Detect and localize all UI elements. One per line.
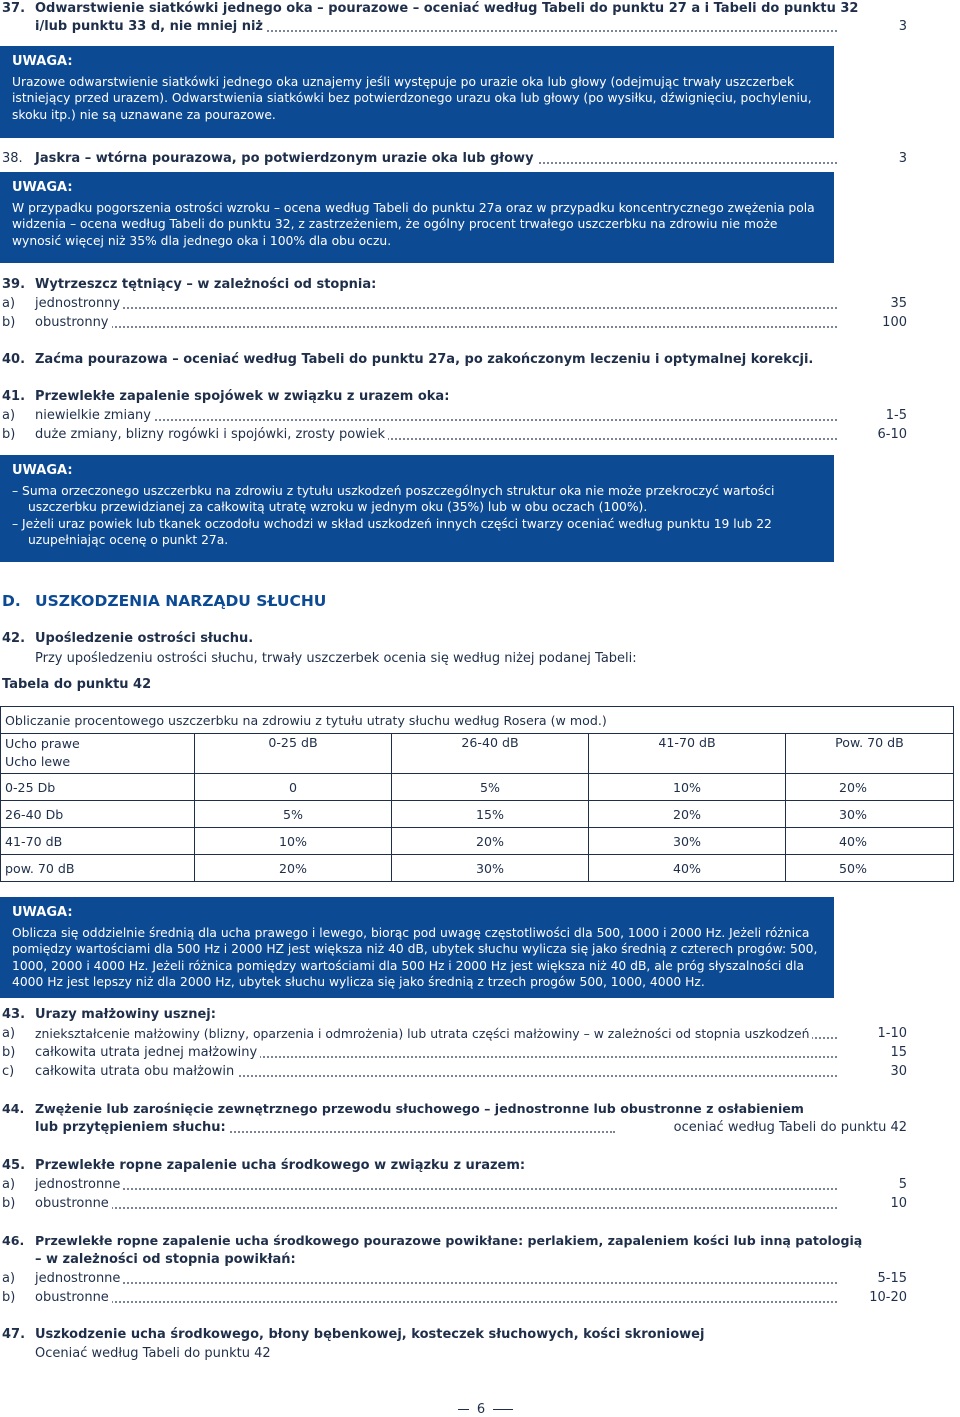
list-item <box>2 314 907 332</box>
dot-leader <box>35 326 837 328</box>
table-column-header: 0-25 dB <box>195 734 392 774</box>
item-text: jednostronny <box>35 295 123 313</box>
table-column-header: 26-40 dB <box>392 734 589 774</box>
item-value: 35 <box>890 296 907 311</box>
item-44-line2: lub przytępieniem słuchu: <box>35 1119 229 1137</box>
item-37-line2: i/lub punktu 33 d, nie mniej niż <box>35 18 266 36</box>
item-39-heading: Wytrzeszcz tętniący – w zależności od stopnia: <box>35 277 377 292</box>
table-cell: 50% <box>786 855 954 882</box>
table-row <box>1 828 954 855</box>
item-47-title <box>2 1326 704 1344</box>
table-cell: 40% <box>589 855 786 882</box>
item-number: 41. <box>2 389 26 404</box>
table-cell: 5% <box>195 801 392 828</box>
item-44-line1: Zwężenie lub zarośnięcie zewnętrznego przewodu słuchowego – jednostronne lub obustronne z osłabieniem <box>35 1101 804 1116</box>
table-cell: 30% <box>786 801 954 828</box>
item-number: 40. <box>2 352 26 367</box>
item-letter: a) <box>2 1270 18 1288</box>
item-38-title: Jaskra – wtórna pourazowa, po potwierdzonym urazie oka lub głowy <box>35 150 537 168</box>
item-39-title <box>2 276 376 294</box>
item-number: 47. <box>2 1327 26 1342</box>
table-cell: 40% <box>786 828 954 855</box>
item-number: 45. <box>2 1158 26 1173</box>
table-label: Tabela do punktu 42 <box>2 677 152 692</box>
item-letter: b) <box>2 426 18 444</box>
item-41-title <box>2 388 449 406</box>
table-cell: 30% <box>589 828 786 855</box>
item-45-heading: Przewlekłe ropne zapalenie ucha środkowego w związku z urazem: <box>35 1158 526 1173</box>
list-item <box>2 407 907 425</box>
dot-leader <box>35 1207 837 1209</box>
table-cell: 20% <box>589 801 786 828</box>
note-bullet: – Suma orzeczonego uszczerbku na zdrowiu z tytułu uszkodzeń poszczególnych struktur oka nie może przekroczyć wartości uszczerbku przewidzianej za całkowitą utratę wzroku w jednym oku (35%) lub w obu oczach (100%). <box>12 483 775 514</box>
item-value: 5-15 <box>877 1271 907 1286</box>
item-47-heading: Uszkodzenie ucha środkowego, błony bębenkowej, kosteczek słuchowych, kości skroniowej <box>35 1327 705 1342</box>
item-value: 100 <box>882 315 907 330</box>
item-text: całkowita utrata jednej małżowiny <box>35 1044 260 1062</box>
note-heading: UWAGA: <box>12 54 73 69</box>
list-item <box>2 1044 907 1062</box>
item-letter: a) <box>2 1176 18 1194</box>
note-box-4 <box>0 897 834 998</box>
item-38-value: 3 <box>898 151 907 166</box>
section-title: USZKODZENIA NARZĄDU SŁUCHU <box>35 592 327 610</box>
row-label: 26-40 Db <box>1 801 195 828</box>
item-41-heading: Przewlekłe zapalenie spojówek w związku z urazem oka: <box>35 389 450 404</box>
note-text: Oblicza się oddzielnie średnią dla ucha prawego i lewego, biorąc pod uwagę częstotliwości dla 500, 1000 i 2000 Hz. Jeżeli różnica pomiędzy wartościami dla 500 Hz i 2000 HZ jest większa niż 40 dB, ubytek słuchu wylicza się jako średnią z czterech progów: 500, 1000, 2000 i 4000 Hz. Jeżeli różnica pomiędzy wartościami dla 500 Hz i 2000 Hz jest większa niż 40 dB, ale próg słyszalności dla 4000 Hz jest lepszy niż dla 2000 Hz, ubytek słuchu wylicza się jako średnią z trzech progów 500, 1000, 4000 Hz. <box>12 925 818 989</box>
item-letter: b) <box>2 1195 18 1213</box>
item-text: zniekształcenie małżowiny (blizny, oparzenia i odmrożenia) lub utrata części małżowiny – w zależności od stopnia uszkodzeń <box>35 1025 812 1043</box>
item-42-heading: Upośledzenie ostrości słuchu. <box>35 631 254 646</box>
hearing-loss-table <box>0 706 954 882</box>
list-item <box>2 1289 907 1307</box>
table-row <box>1 801 954 828</box>
item-44-value: oceniać według Tabeli do punktu 42 <box>673 1120 907 1135</box>
item-letter: b) <box>2 1289 18 1307</box>
header-right-ear: Ucho prawe <box>5 736 80 751</box>
item-number: 37. <box>2 1 26 16</box>
item-letter: c) <box>2 1063 17 1081</box>
item-value: 10-20 <box>869 1290 907 1305</box>
header-left-ear: Ucho lewe <box>5 754 71 769</box>
section-letter: D. <box>2 592 21 610</box>
note-box-3 <box>0 455 834 562</box>
item-value: 1-5 <box>885 408 907 423</box>
table-cell: 15% <box>392 801 589 828</box>
table-cell: 5% <box>392 774 589 801</box>
page-number: 6 <box>469 1402 493 1417</box>
item-letter: b) <box>2 314 18 332</box>
item-value: 10 <box>890 1196 907 1211</box>
section-heading <box>2 592 326 610</box>
item-number: 44. <box>2 1101 25 1116</box>
footer-rule-right <box>493 1409 513 1410</box>
item-43-title <box>2 1006 216 1024</box>
item-40-heading: Zaćma pourazowa – oceniać według Tabeli do punktu 27a, po zakończonym leczeniu i optymalnej korekcji. <box>35 352 814 367</box>
item-value: 5 <box>898 1177 907 1192</box>
item-44-title <box>2 1100 804 1118</box>
item-value: 6-10 <box>877 427 907 442</box>
table-column-header: Pow. 70 dB <box>786 734 954 774</box>
item-number: 43. <box>2 1007 26 1022</box>
table-cell: 30% <box>392 855 589 882</box>
item-37-line1: Odwarstwienie siatkówki jednego oka – pourazowe – oceniać według Tabeli do punktu 27 a i Tabeli do punktu 32 <box>35 1 859 16</box>
item-number: 39. <box>2 277 26 292</box>
note-box-2 <box>0 172 834 263</box>
dot-leader <box>35 1188 837 1190</box>
list-item <box>2 1176 907 1194</box>
item-letter: a) <box>2 1025 18 1043</box>
item-40-title <box>2 351 813 369</box>
note-bullet: – Jeżeli uraz powiek lub tkanek oczodołu wchodzi w skład uszkodzeń innych części twarzy oceniać według punktu 19 lub 22 uzupełniając ocenę o punkt 27a. <box>12 516 772 547</box>
item-46-line2: – w zależności od stopnia powikłań: <box>35 1252 296 1267</box>
dot-leader <box>35 1301 837 1303</box>
item-38-row <box>2 150 907 168</box>
item-value: 1-10 <box>877 1026 907 1041</box>
item-number: 46. <box>2 1233 25 1248</box>
item-43-heading: Urazy małżowiny usznej: <box>35 1007 216 1022</box>
item-44-value-row <box>2 1119 907 1137</box>
list-item <box>2 1270 907 1288</box>
item-number: 42. <box>2 631 26 646</box>
table-cell: 10% <box>589 774 786 801</box>
item-text: niewielkie zmiany <box>35 407 154 425</box>
list-item <box>2 1063 907 1081</box>
note-heading: UWAGA: <box>12 180 73 195</box>
item-number: 38. <box>2 150 26 168</box>
list-item <box>2 295 907 313</box>
item-46-title <box>2 1232 862 1250</box>
item-text: obustronny <box>35 314 112 332</box>
item-42-title <box>2 630 253 648</box>
item-37-value-row <box>2 18 907 36</box>
item-letter: a) <box>2 407 18 425</box>
item-text: obustronne <box>35 1289 112 1307</box>
table-cell: 0 <box>195 774 392 801</box>
table-cell: 20% <box>195 855 392 882</box>
item-42-subtitle: Przy upośledzeniu ostrości słuchu, trwały uszczerbek ocenia się według niżej podanej Tabeli: <box>35 651 637 666</box>
dot-leader <box>35 1282 837 1284</box>
dot-leader <box>35 419 837 421</box>
item-letter: a) <box>2 295 18 313</box>
table-corner-header <box>1 734 195 774</box>
item-37-title <box>2 0 858 18</box>
table-row <box>1 774 954 801</box>
note-heading: UWAGA: <box>12 905 73 920</box>
row-label: 41-70 dB <box>1 828 195 855</box>
item-45-title <box>2 1157 525 1175</box>
item-text: obustronne <box>35 1195 112 1213</box>
item-text: całkowita utrata obu małżowin <box>35 1063 237 1081</box>
dot-leader <box>35 307 837 309</box>
note-text: Urazowe odwarstwienie siatkówki jednego oka uznajemy jeśli występuje po urazie oka lub głowy (odejmując trwały uszczerbek istniejący przed urazem). Odwarstwienia siatkówki bez potwierdzonego urazu oka lub głowy (po wysiłku, dźwignięciu, pochyleniu, skoku itp.) nie są uznawane za pourazowe. <box>12 74 812 122</box>
item-37-value: 3 <box>898 19 907 34</box>
list-item <box>2 426 907 444</box>
row-label: pow. 70 dB <box>1 855 195 882</box>
item-letter: b) <box>2 1044 18 1062</box>
list-item <box>2 1195 907 1213</box>
item-value: 15 <box>890 1045 907 1060</box>
list-item <box>2 1025 907 1043</box>
table-cell: 20% <box>786 774 954 801</box>
item-text: duże zmiany, blizny rogówki i spojówki, zrosty powiek <box>35 426 388 444</box>
item-value: 30 <box>890 1064 907 1079</box>
table-caption: Obliczanie procentowego uszczerbku na zdrowiu z tytułu utraty słuchu według Rosera (w mod.) <box>1 707 954 734</box>
table-column-header: 41-70 dB <box>589 734 786 774</box>
note-heading: UWAGA: <box>12 463 73 478</box>
item-47-subtitle: Oceniać według Tabeli do punktu 42 <box>35 1346 271 1361</box>
note-text: W przypadku pogorszenia ostrości wzroku – ocena według Tabeli do punktu 27a oraz w przypadku koncentrycznego zwężenia pola widzenia – ocena według Tabeli do punktu 32, z zastrzeżeniem, że ogólny procent trwałego uszczerbku na zdrowiu nie może wynosić więcej niż 35% dla jednego oka i 100% dla obu oczu. <box>12 200 815 248</box>
table-row <box>1 855 954 882</box>
item-text: jednostronne <box>35 1176 123 1194</box>
note-box-1 <box>0 46 834 138</box>
table-cell: 10% <box>195 828 392 855</box>
row-label: 0-25 Db <box>1 774 195 801</box>
item-46-line1: Przewlekłe ropne zapalenie ucha środkowego pourazowe powikłane: perlakiem, zapaleniem kości lub inną patologią <box>35 1233 863 1248</box>
table-cell: 20% <box>392 828 589 855</box>
item-text: jednostronne <box>35 1270 123 1288</box>
